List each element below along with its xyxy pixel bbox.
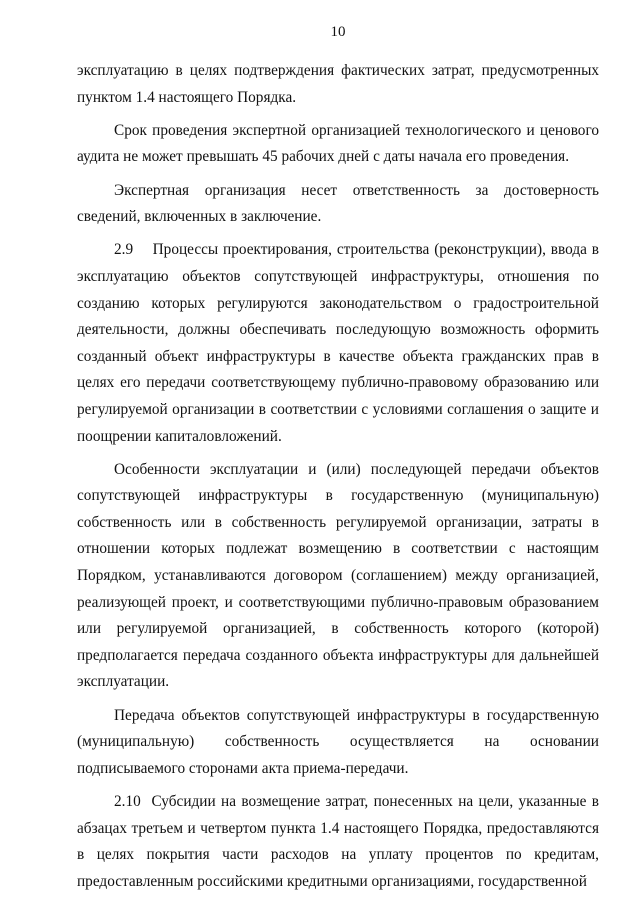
- paragraph-expert-responsibility: Экспертная организация несет ответственность за достоверность сведений, включенных в заключение.: [77, 181, 599, 226]
- paragraph-audit-term: Срок проведения экспертной организацией технологического и ценового аудита не может превышать 45 рабочих дней с даты начала его проведения.: [77, 121, 599, 166]
- paragraph-2-9: 2.9 Процессы проектирования, строительства (реконструкции), ввода в эксплуатацию объектов сопутствующей инфраструктуры, отношения по созданию которых регулируются законодательством о градостроительной деятельности, должны обеспечивать последующую возможность оформить созданный объект инфраструктуры в качестве объекта гражданских прав в целях его передачи соответствующему публично-правовому образованию или регулируемой организации в соответствии с условиями соглашения о защите и поощрении капиталовложений.: [77, 241, 599, 445]
- page-number: 10: [330, 24, 346, 40]
- paragraph-2-10: 2.10 Субсидии на возмещение затрат, понесенных на цели, указанные в абзацах третьем и четвертом пункта 1.4 настоящего Порядка, предоставляются в целях покрытия части расходов на уплату процентов по кредитам, предоставленным российскими кредитными организациями, государственной: [77, 793, 599, 890]
- document-body: [77, 0, 599, 895]
- paragraph-transfer: Передача объектов сопутствующей инфраструктуры в государственную (муниципальную) собственность осуществляется на основании подписываемого сторонами акта приема-передачи.: [77, 706, 599, 777]
- paragraph-operation-features: Особенности эксплуатации и (или) последующей передачи объектов сопутствующей инфраструктуры в государственную (муниципальную) собственность или в собственность регулируемой организации, затраты в отношении которых подлежат возмещению в соответствии с настоящим Порядком, устанавливаются договором (соглашением) между организацией, реализующей проект, и соответствующими публично-правовым образованием или регулируемой организацией, в собственность которого (которой) предполагается передача созданного объекта инфраструктуры для дальнейшей эксплуатации.: [77, 460, 599, 691]
- paragraph-continuation: эксплуатацию в целях подтверждения фактических затрат, предусмотренных пунктом 1.4 настоящего Порядка.: [77, 62, 599, 106]
